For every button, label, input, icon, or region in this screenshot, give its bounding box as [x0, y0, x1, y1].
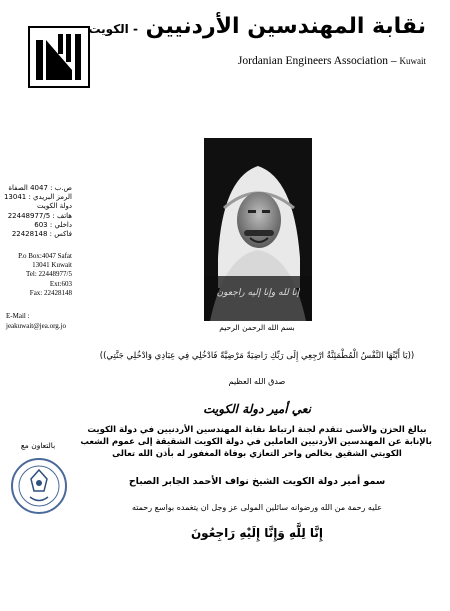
condolence-line-1: ببالغ الحزن والأسى تتقدم لجنة ارتباط نقابة المهندسين الأردنيين في دولة الكويت [87, 425, 427, 435]
contact-en-line: Fax: 22428148 [29, 288, 72, 297]
email-link[interactable]: jeakuwait@jea.org.jo [6, 321, 66, 330]
photo-caption: إنا لله وإنا إليه راجعون [216, 288, 300, 298]
association-seal-icon [10, 457, 68, 515]
contact-en-line: Tel: 22448977/5 [26, 270, 72, 279]
contact-en-line: P.o Box:4047 Safat [18, 252, 72, 260]
contact-ar-line: دولة الكويت [37, 202, 72, 211]
obituary-title: نعي أمير دولة الكويت [203, 402, 311, 416]
amir-name: سمو أمير دولة الكويت الشيخ نواف الأحمد الجابر الصباح [128, 476, 386, 487]
title-english-suffix: Kuwait [399, 56, 426, 66]
title-arabic-main: نقابة المهندسين الأردنيين [145, 14, 426, 39]
contact-ar-line: الرمز البريدي : 13041 [3, 193, 72, 202]
jea-logo-icon [28, 26, 90, 88]
email-label: E-Mail : [6, 312, 30, 320]
title-english-main: Jordanian Engineers Association – [237, 55, 397, 67]
contact-info-arabic [3, 184, 72, 239]
title-arabic-suffix: - الكويت [88, 22, 138, 36]
contact-en-line: Ext:603 [49, 279, 72, 288]
cooperation-label: بالتعاون مع [20, 441, 56, 450]
contact-ar-line: فاكس : 22428148 [11, 230, 72, 239]
quran-verse: ((يَا أَيَّتُهَا النَّفْسُ الْمُطْمَئِنَّةُ ارْجِعِي إِلَى رَبِّكِ رَاضِيَةً مَرْضِيَّةً فَادْخُلِي فِي عِبَادِي وَادْخُلِي جَنَّتِي)) [99, 351, 415, 361]
association-title-arabic [88, 14, 426, 39]
sadaq-line: صدق الله العظيم [228, 377, 286, 386]
contact-ar-line: هاتف : 22448977/5 [7, 211, 72, 220]
basmala: بسم الله الرحمن الرحيم [219, 323, 295, 332]
mercy-prayer: عليه رحمة من الله ورضوانه سائلين المولى عز وجل ان يتغمده بواسع رحمته [131, 503, 383, 512]
condolence-line-3: الكويتي الشقيق بخالص واحر التعازي بوفاة المغفور له بأذن الله تعالى [112, 449, 402, 459]
contact-en-line: 13041 Kuwait [32, 261, 72, 270]
contact-ar-line: ص.ب : 4047 الصفاة [8, 184, 72, 192]
inna-lillah-line: إِنَّا لِلَّهِ وَإِنَّا إِلَيْهِ رَاجِعُونَ [190, 526, 324, 540]
email-block [6, 312, 76, 331]
association-title-english [120, 55, 426, 67]
contact-ar-line: داخلي : 603 [34, 220, 72, 229]
condolence-line-2: بالإنابة عن المهندسين الأردنيين العاملين في دولة الكويت الشقيقة إلى عموم الشعب [80, 437, 432, 447]
contact-info-english [6, 252, 72, 298]
